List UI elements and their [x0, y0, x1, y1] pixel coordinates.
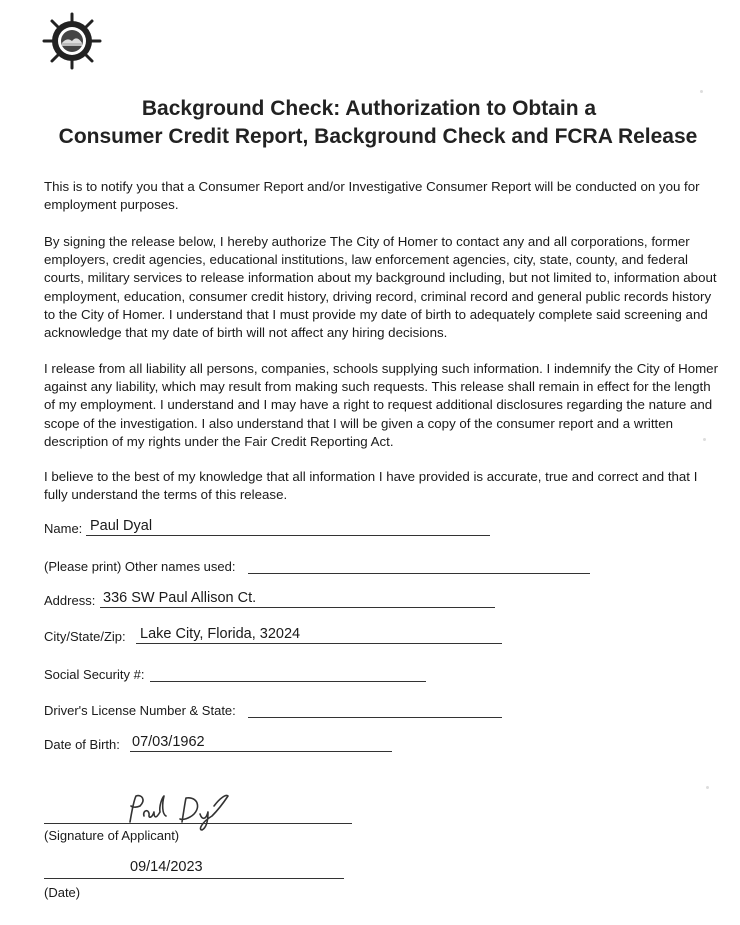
- name-label: Name:: [44, 521, 83, 536]
- notice-paragraph: This is to notify you that a Consumer Report and/or Investigative Consumer Report will be conducted on you for employment purposes.: [44, 179, 700, 213]
- date-of-birth-field[interactable]: [44, 734, 394, 754]
- form-title-line-2: Consumer Credit Report, Background Check and FCRA Release: [58, 125, 698, 148]
- other-names-label: (Please print) Other names used:: [44, 559, 236, 574]
- name-field[interactable]: [44, 518, 494, 538]
- city-state-zip-value: Lake City, Florida, 32024: [140, 626, 301, 642]
- social-security-field[interactable]: [44, 664, 429, 684]
- date-label: (Date): [44, 885, 81, 900]
- applicant-signature[interactable]: [122, 792, 242, 832]
- signature-label: (Signature of Applicant): [44, 828, 180, 843]
- date-of-birth-value: 07/03/1962: [132, 734, 205, 750]
- address-value: 336 SW Paul Allison Ct.: [103, 590, 257, 606]
- other-names-field[interactable]: [44, 556, 594, 576]
- authorization-paragraph: By signing the release below, I hereby authorize The City of Homer to contact any and all corporations, former employers, credit agencies, educational institutions, law enforcement agencies, city, state, county, and federal courts, military services to release information about my background including, but not limited to, information about employment, education, consumer credit history, driving record, criminal record and general public records history to the City of Homer. I understand that I must provide my date of birth to adequately complete said screening and acknowledge that my date of birth will not affect any hiring decisions.: [44, 234, 717, 341]
- release-paragraph: I release from all liability all persons, companies, schools supplying such information. I indemnify the City of Homer against any liability, which may result from making such requests. This release shall remain in effect for the length of my employment. I understand and I may have a right to request additional disclosures regarding the nature and scope of the investigation. I also understand that I will be given a copy of the consumer report and a written description of my rights under the Fair Credit Reporting Act.: [44, 361, 719, 449]
- drivers-license-field[interactable]: [44, 700, 504, 720]
- drivers-license-label: Driver's License Number & State:: [44, 703, 236, 718]
- date-value[interactable]: 09/14/2023: [130, 859, 203, 875]
- address-label: Address:: [44, 593, 96, 608]
- city-state-zip-label: City/State/Zip:: [44, 629, 126, 644]
- city-state-zip-field[interactable]: [44, 626, 504, 646]
- city-of-homer-seal-icon: [40, 12, 104, 70]
- social-security-label: Social Security #:: [44, 667, 145, 682]
- attestation-paragraph: I believe to the best of my knowledge that all information I have provided is accurate, true and correct and that I fully understand the terms of this release.: [44, 469, 698, 503]
- form-title-line-1: Background Check: Authorization to Obtain a: [141, 97, 597, 120]
- date-of-birth-label: Date of Birth:: [44, 737, 120, 752]
- name-value: Paul Dyal: [90, 518, 153, 534]
- address-field[interactable]: [44, 590, 499, 610]
